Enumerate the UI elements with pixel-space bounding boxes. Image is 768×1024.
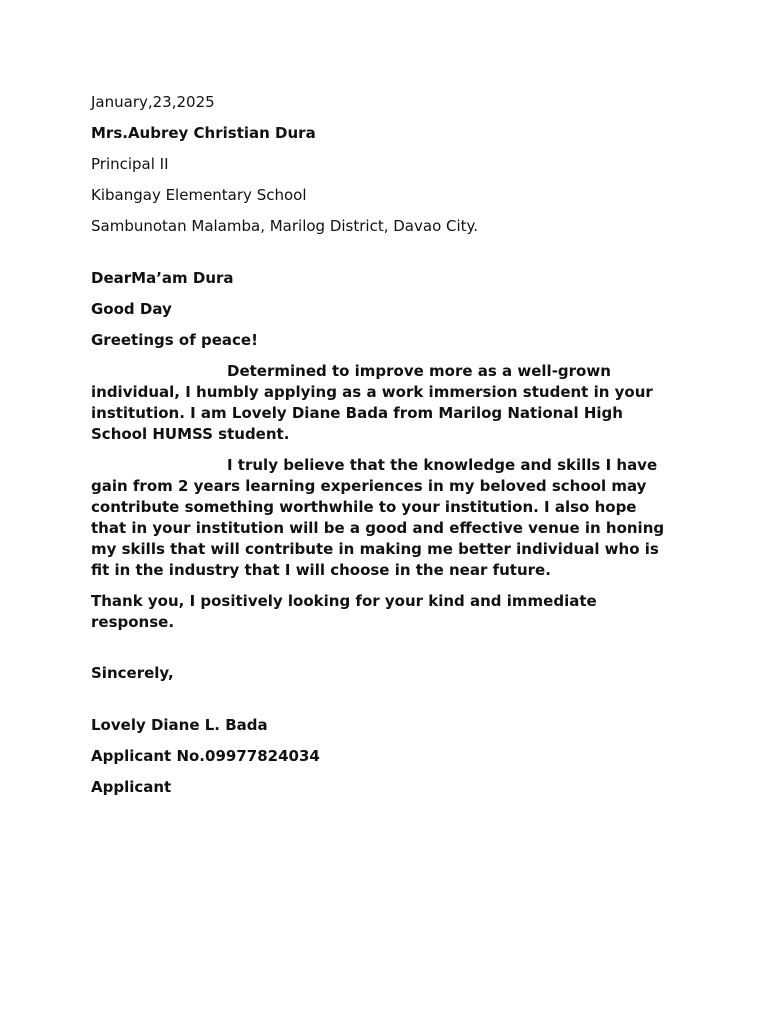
signature-title: Applicant [91,778,172,796]
recipient-position: Principal II [91,155,169,173]
recipient-name: Mrs.Aubrey Christian Dura [91,124,316,142]
salutation: DearMa’am Dura [91,269,234,287]
recipient-school: Kibangay Elementary School [91,186,307,204]
paragraph-2-text: I truly believe that the knowledge and skills I have gain from 2 years learning experiences in my beloved school may contribute something worthwhile to your institution. I also hope that in your institution will be a good and effective venue in honing my skills that will contribute in making me better individual who is fit in the industry that I will choose in the near future. [91,456,665,579]
body-paragraph-1 [91,361,676,445]
closing-paragraph: Thank you, I positively looking for your kind and immediate response. [91,592,597,631]
paragraph-1-text: Determined to improve more as a well-grown individual, I humbly applying as a work immersion student in your institution. I am Lovely Diane Bada from Marilog National High School HUMSS student. [91,362,653,443]
letter-body [91,92,676,808]
complimentary-close: Sincerely, [91,664,174,682]
good-day-line: Good Day [91,300,172,318]
applicant-number: Applicant No.09977824034 [91,747,320,765]
greeting-line: Greetings of peace! [91,331,258,349]
signature-name: Lovely Diane L. Bada [91,716,268,734]
letter-date: January,23,2025 [91,93,215,111]
recipient-address: Sambunotan Malamba, Marilog District, Davao City. [91,217,479,235]
body-paragraph-2 [91,455,676,581]
